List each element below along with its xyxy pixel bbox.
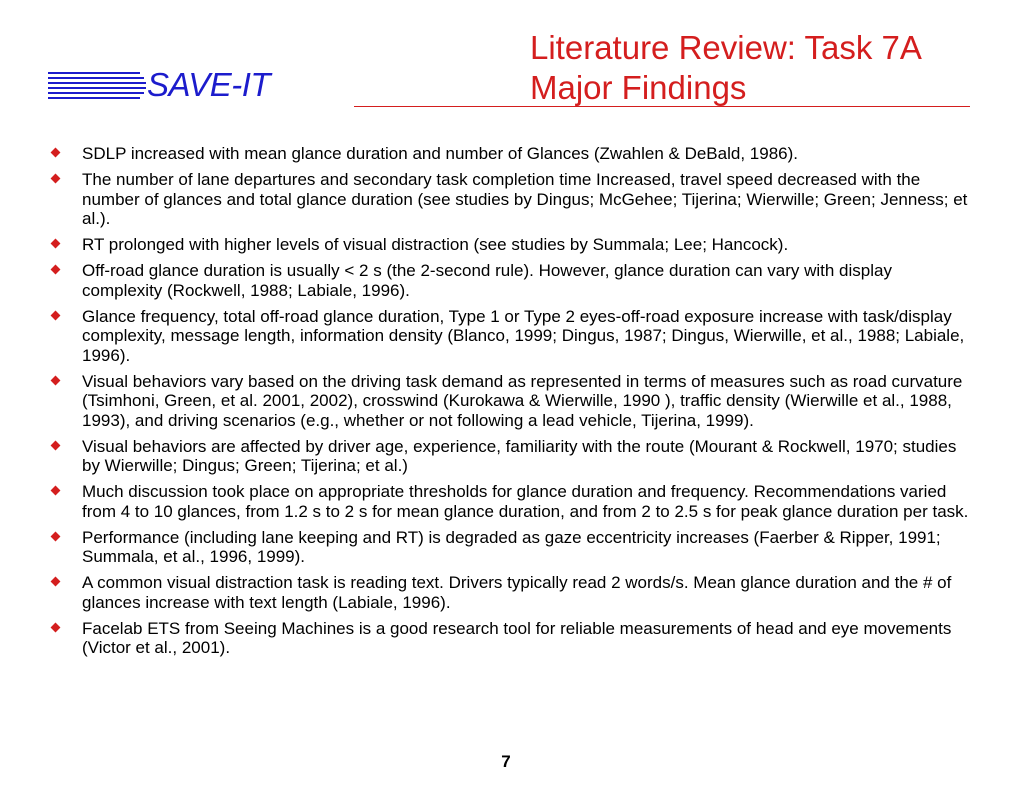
findings-list	[50, 144, 970, 664]
diamond-bullet-icon	[51, 622, 61, 632]
diamond-bullet-icon	[51, 310, 61, 320]
diamond-bullet-icon	[51, 531, 61, 541]
title-line-1: Literature Review: Task 7A	[530, 29, 922, 66]
logo-speed-lines	[48, 72, 146, 102]
list-item	[50, 261, 970, 300]
bullet-text: Glance frequency, total off-road glance duration, Type 1 or Type 2 eyes-off-road exposure increase with task/display complexity, message length, information density (Blanco, 1999; Dingus, 1987; Dingus, Wierwille, et al., 1988; Labiale, 1996).	[82, 306, 965, 365]
bullet-text: The number of lane departures and secondary task completion time Increased, travel speed decreased with the number of glances and total glance duration (see studies by Dingus; McGehee; Tijerina; Wierwille; Green; Jenness; et al.).	[82, 170, 968, 228]
list-item	[50, 372, 970, 431]
diamond-bullet-icon	[51, 577, 61, 587]
slide-title	[530, 28, 922, 108]
bullet-text: Much discussion took place on appropriate thresholds for glance duration and frequency. Recommendations varied from 4 to 10 glances, from 1.2 s to 2 s for mean glance duration, and from 2 to 2.5 s for peak glance duration per task.	[82, 482, 969, 521]
diamond-bullet-icon	[51, 148, 61, 158]
page-number: 7	[501, 752, 511, 771]
diamond-bullet-icon	[51, 174, 61, 184]
bullet-text: Facelab ETS from Seeing Machines is a good research tool for reliable measurements of head and eye movements (Victor et al., 2001).	[82, 618, 952, 657]
bullet-text: Performance (including lane keeping and RT) is degraded as gaze eccentricity increases (Faerber & Ripper, 1991; Summala, et al., 1996, 1999).	[82, 527, 941, 566]
list-item	[50, 482, 970, 521]
bullet-text: RT prolonged with higher levels of visual distraction (see studies by Summala; Lee; Hancock).	[82, 235, 789, 254]
bullet-text: SDLP increased with mean glance duration and number of Glances (Zwahlen & DeBald, 1986).	[82, 144, 798, 163]
list-item	[50, 307, 970, 366]
bullet-text: Visual behaviors vary based on the driving task demand as represented in terms of measures such as road curvature (Tsimhoni, Green, et al. 2001, 2002), crosswind (Kurokawa & Wierwille, 1990 ), traffic density (Wierwille et al., 1988, 1993), and driving scenarios (e.g., whether or not following a lead vehicle, Tijerina, 1999).	[82, 371, 963, 430]
bullet-text: Off-road glance duration is usually < 2 s (the 2-second rule). However, glance duration can vary with display complexity (Rockwell, 1988; Labiale, 1996).	[82, 261, 892, 300]
title-line-2: Major Findings	[530, 69, 747, 106]
save-it-logo	[48, 66, 298, 106]
list-item	[50, 573, 970, 612]
title-underline	[354, 106, 970, 107]
diamond-bullet-icon	[51, 486, 61, 496]
diamond-bullet-icon	[51, 440, 61, 450]
bullet-text: A common visual distraction task is reading text. Drivers typically read 2 words/s. Mean glance duration and the # of glances increase with text length (Labiale, 1996).	[82, 573, 952, 612]
diamond-bullet-icon	[51, 265, 61, 275]
list-item	[50, 235, 970, 255]
bullet-text: Visual behaviors are affected by driver age, experience, familiarity with the route (Mourant & Rockwell, 1970; studies by Wierwille; Dingus; Green; Tijerina; et al.)	[82, 436, 957, 475]
list-item	[50, 144, 970, 164]
list-item	[50, 528, 970, 567]
diamond-bullet-icon	[51, 375, 61, 385]
list-item	[50, 170, 970, 229]
list-item	[50, 437, 970, 476]
list-item	[50, 619, 970, 658]
diamond-bullet-icon	[51, 239, 61, 249]
logo-text: SAVE-IT	[147, 66, 271, 103]
